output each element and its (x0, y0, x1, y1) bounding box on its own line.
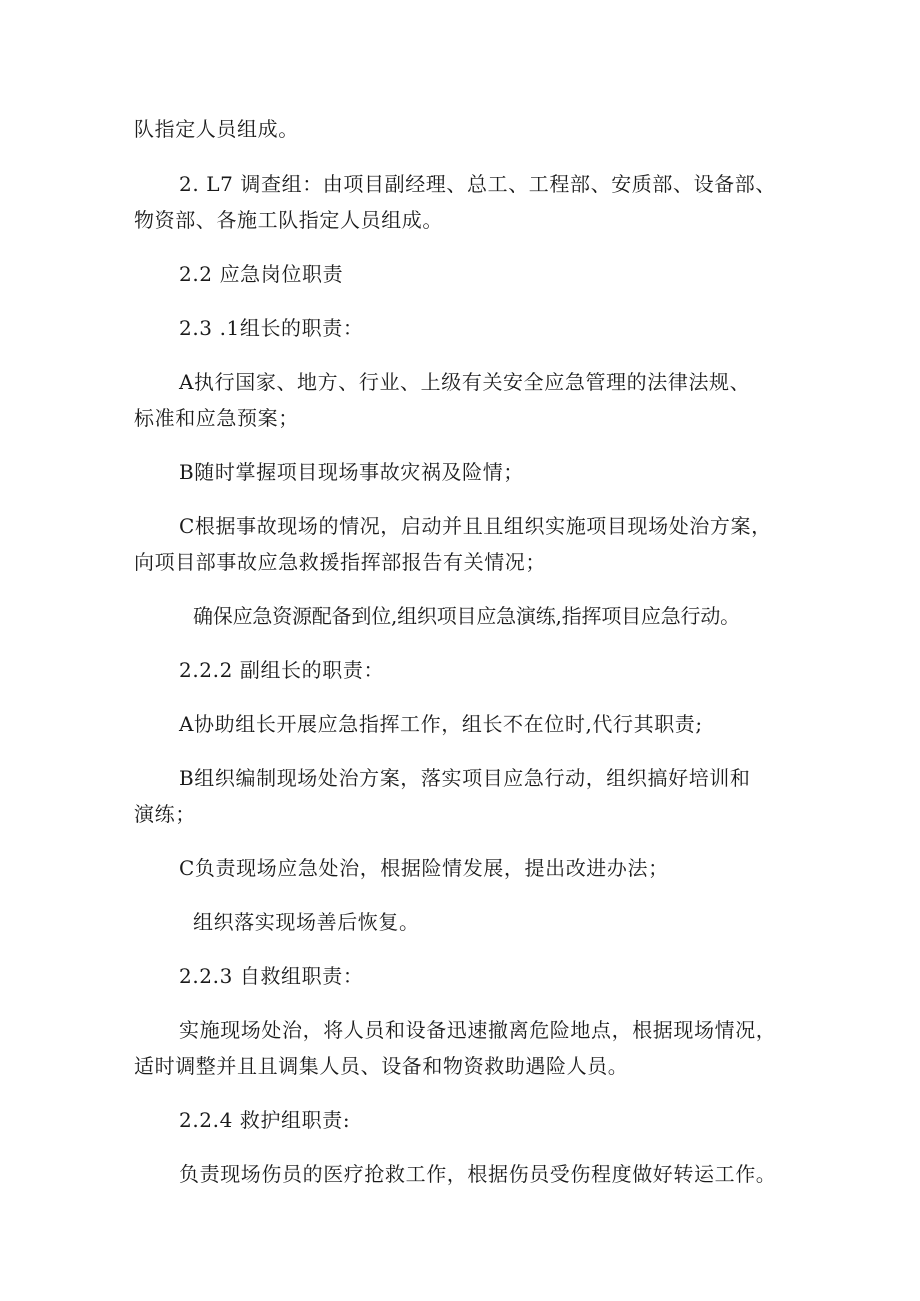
section-heading: 2.2.2 副组长的职责： (179, 658, 385, 682)
section-heading: 2.2.3 自救组职责： (179, 964, 364, 988)
paragraph-line: 实施现场处治，将人员和设备迅速撤离危险地点，根据现场情况， (179, 1018, 777, 1042)
paragraph-line: 2. L7 调查组：由项目副经理、总工、工程部、安质部、设备部、 (179, 172, 777, 196)
paragraph-line: 适时调整并且且调集人员、设备和物资救助遇险人员。 (134, 1054, 629, 1078)
section-heading: 2.2 应急岗位职责 (179, 262, 344, 286)
paragraph-line: 演练； (134, 802, 196, 826)
paragraph-line: 标准和应急预案； (134, 406, 299, 430)
paragraph-line: A执行国家、地方、行业、上级有关安全应急管理的法律法规、 (179, 370, 751, 394)
section-heading: 2.2.4 救护组职责: (179, 1108, 351, 1132)
paragraph-line: 组织落实现场善后恢复。 (193, 910, 420, 934)
paragraph-line: 物资部、各施工队指定人员组成。 (134, 208, 443, 232)
paragraph-line: A协助组长开展应急指挥工作，组长不在位时,代行其职责; (179, 712, 703, 736)
section-heading: 2.3 .1组长的职责： (179, 316, 364, 340)
paragraph-line: 向项目部事故应急救援指挥部报告有关情况； (134, 550, 546, 574)
paragraph-line: B随时掌握项目现场事故灾祸及险情； (179, 460, 524, 484)
paragraph-line: B组织编制现场处治方案，落实项目应急行动，组织搞好培训和 (179, 766, 751, 790)
paragraph-line: 负责现场伤员的医疗抢救工作，根据伤员受伤程度做好转运工作。 (179, 1162, 777, 1186)
paragraph-line: 队指定人员组成。 (134, 117, 299, 141)
paragraph-line: C负责现场应急处治，根据险情发展，提出改进办法； (179, 856, 669, 880)
paragraph-line: C根据事故现场的情况，启动并且且组织实施项目现场处治方案， (179, 514, 772, 538)
paragraph-line: 确保应急资源配备到位,组织项目应急演练,指挥项目应急行动。 (193, 604, 740, 628)
